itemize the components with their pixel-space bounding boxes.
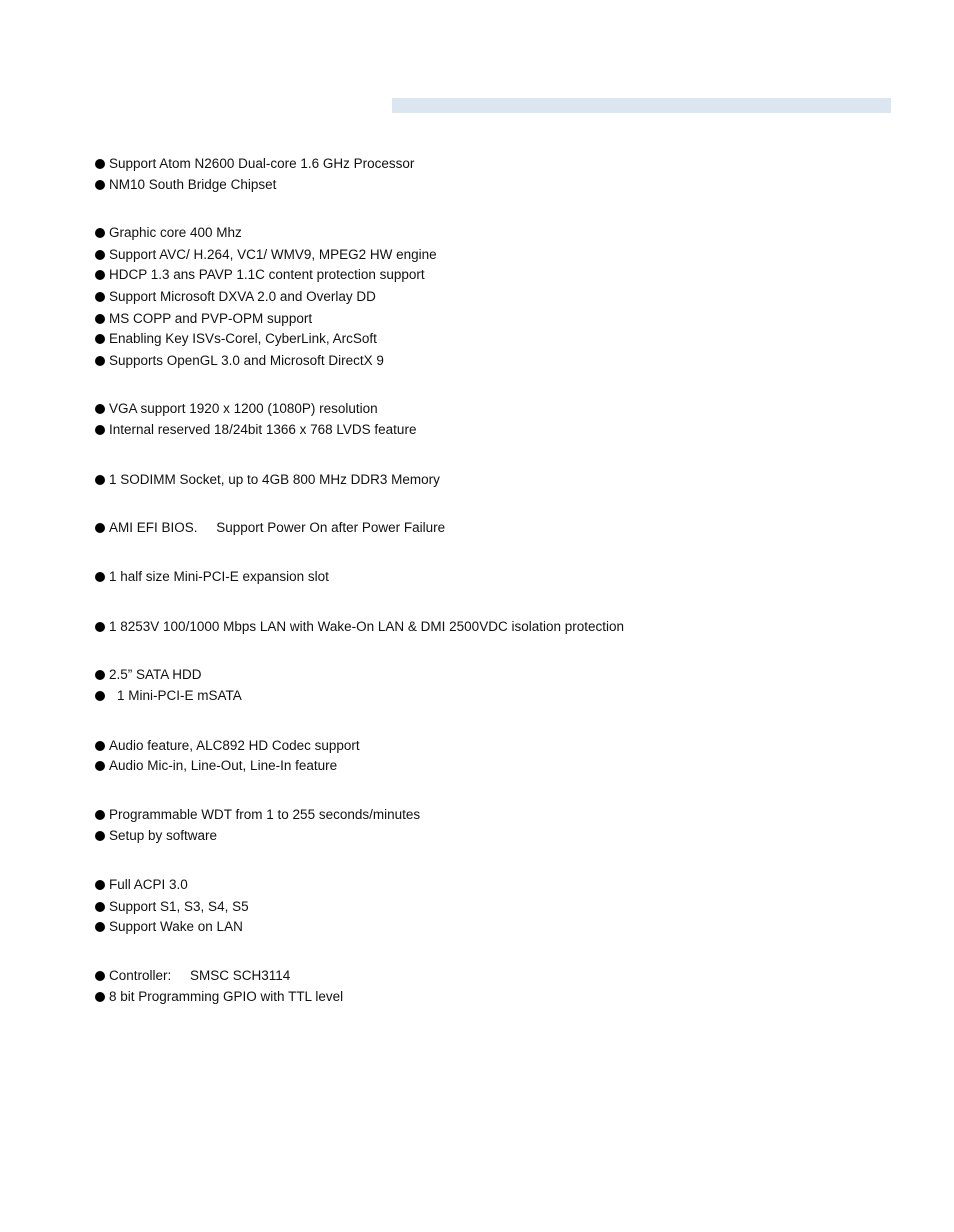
spec-text: 1 8253V 100/1000 Mbps LAN with Wake-On LAN & DMI 2500VDC isolation protection xyxy=(109,619,625,634)
spec-item xyxy=(95,805,420,825)
bullet-icon xyxy=(95,902,105,912)
bullet-icon xyxy=(95,622,105,632)
spec-text: Supports OpenGL 3.0 and Microsoft DirectX 9 xyxy=(109,353,384,368)
bullet-icon xyxy=(95,334,105,344)
bullet-icon xyxy=(95,270,105,280)
bullet-icon xyxy=(95,691,105,701)
spec-text: 1 half size Mini-PCI-E expansion slot xyxy=(109,569,329,584)
spec-item xyxy=(95,351,384,371)
spec-item xyxy=(95,665,202,685)
bullet-icon xyxy=(95,404,105,414)
spec-text: VGA support 1920 x 1200 (1080P) resolution xyxy=(109,401,378,416)
bullet-icon xyxy=(95,292,105,302)
spec-item xyxy=(95,686,242,706)
spec-text: Support Wake on LAN xyxy=(109,919,243,934)
spec-item xyxy=(95,245,437,265)
spec-text: HDCP 1.3 ans PAVP 1.1C content protection support xyxy=(109,267,425,282)
bullet-icon xyxy=(95,971,105,981)
spec-text: Support S1, S3, S4, S5 xyxy=(109,899,249,914)
bullet-icon xyxy=(95,670,105,680)
spec-text: 1 Mini-PCI-E mSATA xyxy=(117,688,242,703)
spec-item xyxy=(95,736,360,756)
spec-text: Controller: SMSC SCH3114 xyxy=(109,968,291,983)
bullet-icon xyxy=(95,922,105,932)
spec-text: Support AVC/ H.264, VC1/ WMV9, MPEG2 HW engine xyxy=(109,247,437,262)
spec-text: Programmable WDT from 1 to 255 seconds/minutes xyxy=(109,807,421,822)
bullet-icon xyxy=(95,572,105,582)
spec-text: Support Microsoft DXVA 2.0 and Overlay DD xyxy=(109,289,376,304)
bullet-icon xyxy=(95,741,105,751)
spec-text: Support Atom N2600 Dual-core 1.6 GHz Processor xyxy=(109,156,415,171)
spec-item xyxy=(95,399,378,419)
spec-text: MS COPP and PVP-OPM support xyxy=(109,311,313,326)
spec-text: 1 SODIMM Socket, up to 4GB 800 MHz DDR3 Memory xyxy=(109,472,440,487)
bullet-icon xyxy=(95,761,105,771)
spec-text: 2.5” SATA HDD xyxy=(109,667,202,682)
spec-item xyxy=(95,826,217,846)
spec-item xyxy=(95,875,188,895)
spec-item xyxy=(95,265,425,285)
bullet-icon xyxy=(95,880,105,890)
spec-item xyxy=(95,897,249,917)
bullet-icon xyxy=(95,250,105,260)
bullet-icon xyxy=(95,475,105,485)
spec-item xyxy=(95,518,445,538)
section-header-band xyxy=(392,98,891,113)
bullet-icon xyxy=(95,523,105,533)
spec-item xyxy=(95,309,312,329)
spec-item xyxy=(95,420,416,440)
spec-text: NM10 South Bridge Chipset xyxy=(109,177,277,192)
bullet-icon xyxy=(95,831,105,841)
bullet-icon xyxy=(95,228,105,238)
bullet-icon xyxy=(95,992,105,1002)
spec-item xyxy=(95,917,243,937)
spec-text: Setup by software xyxy=(109,828,218,843)
bullet-icon xyxy=(95,180,105,190)
spec-item xyxy=(95,617,624,637)
spec-item xyxy=(95,287,376,307)
bullet-icon xyxy=(95,159,105,169)
spec-item xyxy=(95,756,337,776)
spec-item xyxy=(95,966,290,986)
spec-text: Graphic core 400 Mhz xyxy=(109,225,242,240)
spec-item xyxy=(95,987,343,1007)
spec-text: 8 bit Programming GPIO with TTL level xyxy=(109,989,344,1004)
spec-text: Audio feature, ALC892 HD Codec support xyxy=(109,738,360,753)
spec-item xyxy=(95,175,276,195)
spec-text: Full ACPI 3.0 xyxy=(109,877,188,892)
spec-text: Audio Mic-in, Line-Out, Line-In feature xyxy=(109,758,338,773)
spec-text: Enabling Key ISVs-Corel, CyberLink, ArcSoft xyxy=(109,331,377,346)
spec-item xyxy=(95,567,329,587)
bullet-icon xyxy=(95,356,105,366)
bullet-icon xyxy=(95,314,105,324)
spec-item xyxy=(95,154,414,174)
spec-item xyxy=(95,329,377,349)
spec-item xyxy=(95,223,242,243)
bullet-icon xyxy=(95,810,105,820)
spec-item xyxy=(95,470,440,490)
bullet-icon xyxy=(95,425,105,435)
spec-text: AMI EFI BIOS. Support Power On after Power Failure xyxy=(109,520,446,535)
spec-text: Internal reserved 18/24bit 1366 x 768 LVDS feature xyxy=(109,422,417,437)
